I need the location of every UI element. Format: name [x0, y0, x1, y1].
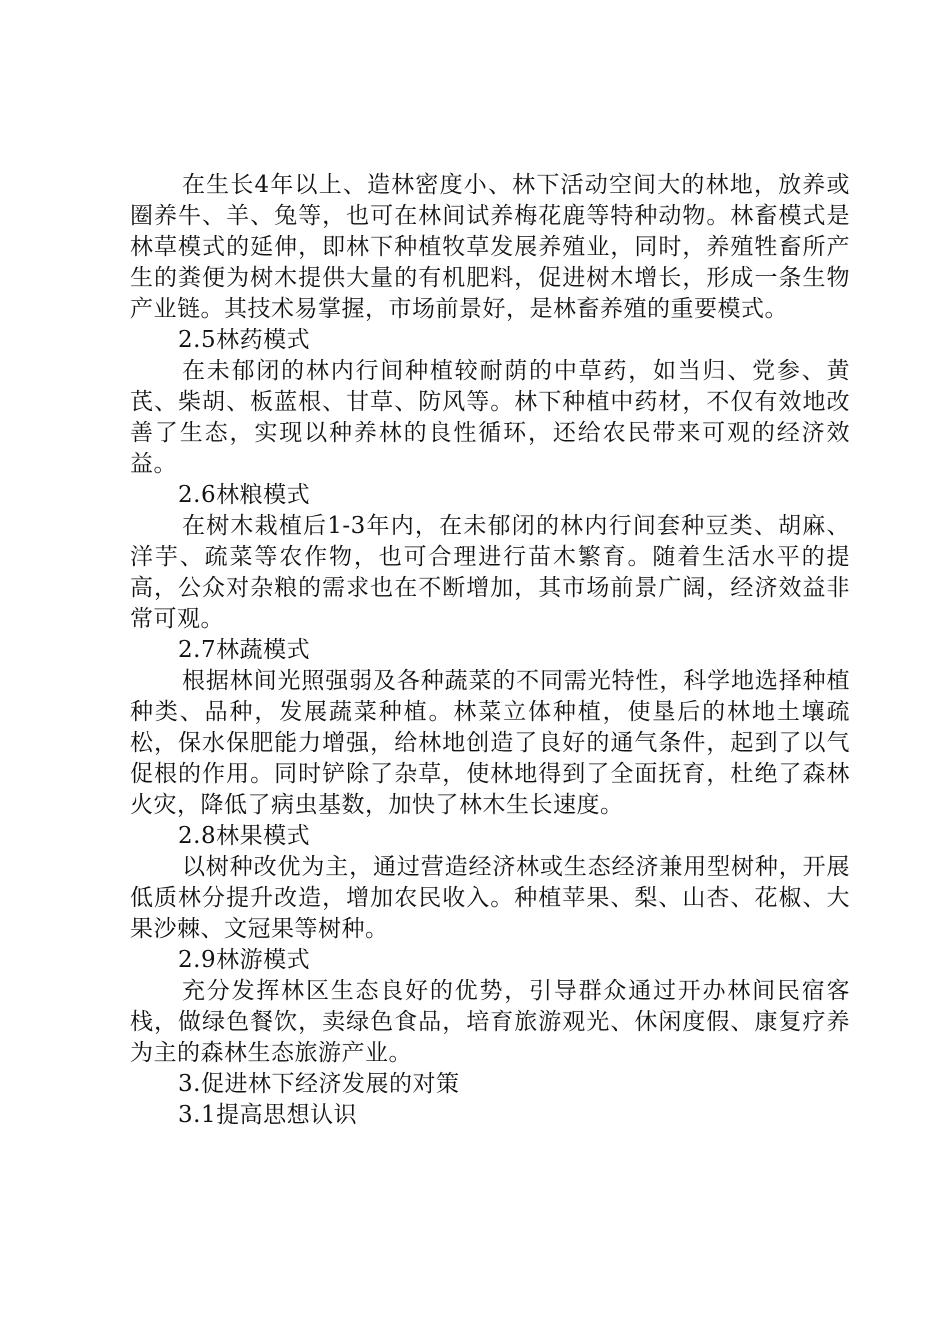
- paragraph-forest-tourism: 充分发挥林区生态良好的优势，引导群众通过开办林间民宿客栈，做绿色餐饮，卖绿色食品，培育旅游观光、休闲度假、康复疗养为主的森林生态旅游产业。: [130, 978, 850, 1066]
- document-page: [130, 170, 850, 1131]
- heading-3-countermeasures: 3.促进林下经济发展的对策: [178, 1071, 460, 1097]
- paragraph-forest-fruit: 以树种改优为主，通过营造经济林或生态经济兼用型树种，开展低质林分提升改造，增加农民收入。种植苹果、梨、山杏、花椒、大果沙棘、文冠果等树种。: [130, 854, 850, 942]
- heading-3-1-raise-awareness: 3.1提高思想认识: [178, 1102, 358, 1128]
- heading-2-9-forest-tourism: 2.9林游模式: [178, 947, 311, 973]
- paragraph-forest-vegetable: 根据林间光照强弱及各种蔬菜的不同需光特性，科学地选择种植种类、品种，发展蔬菜种植。林菜立体种植，使垦后的林地土壤疏松，保水保肥能力增强，给林地创造了良好的通气条件，起到了以气促根的作用。同时铲除了杂草，使林地得到了全面抚育，杜绝了森林火灾，降低了病虫基数，加快了林木生长速度。: [130, 668, 850, 818]
- paragraph-forest-medicine: 在未郁闭的林内行间种植较耐荫的中草药，如当归、党参、黄芪、柴胡、板蓝根、甘草、防风等。林下种植中药材，不仅有效地改善了生态，实现以种养林的良性循环，还给农民带来可观的经济效益。: [130, 358, 850, 477]
- heading-2-5-forest-medicine: 2.5林药模式: [178, 327, 311, 353]
- heading-2-6-forest-grain: 2.6林粮模式: [178, 482, 311, 508]
- paragraph-forest-grain: 在树木栽植后1-3年内，在未郁闭的林内行间套种豆类、胡麻、洋芋、疏菜等农作物，也可合理进行苗木繁育。随着生活水平的提高，公众对杂粮的需求也在不断增加，其市场前景广阔，经济效益非常可观。: [130, 513, 850, 632]
- heading-2-8-forest-fruit: 2.8林果模式: [178, 823, 311, 849]
- paragraph-livestock-mode: 在生长4年以上、造林密度小、林下活动空间大的林地，放养或圈养牛、羊、兔等，也可在林间试养梅花鹿等特种动物。林畜模式是林草模式的延伸，即林下种植牧草发展养殖业，同时，养殖牲畜所产生的粪便为树木提供大量的有机肥料，促进树木增长，形成一条生物产业链。其技术易掌握，市场前景好，是林畜养殖的重要模式。: [130, 172, 850, 322]
- heading-2-7-forest-vegetable: 2.7林蔬模式: [178, 637, 311, 663]
